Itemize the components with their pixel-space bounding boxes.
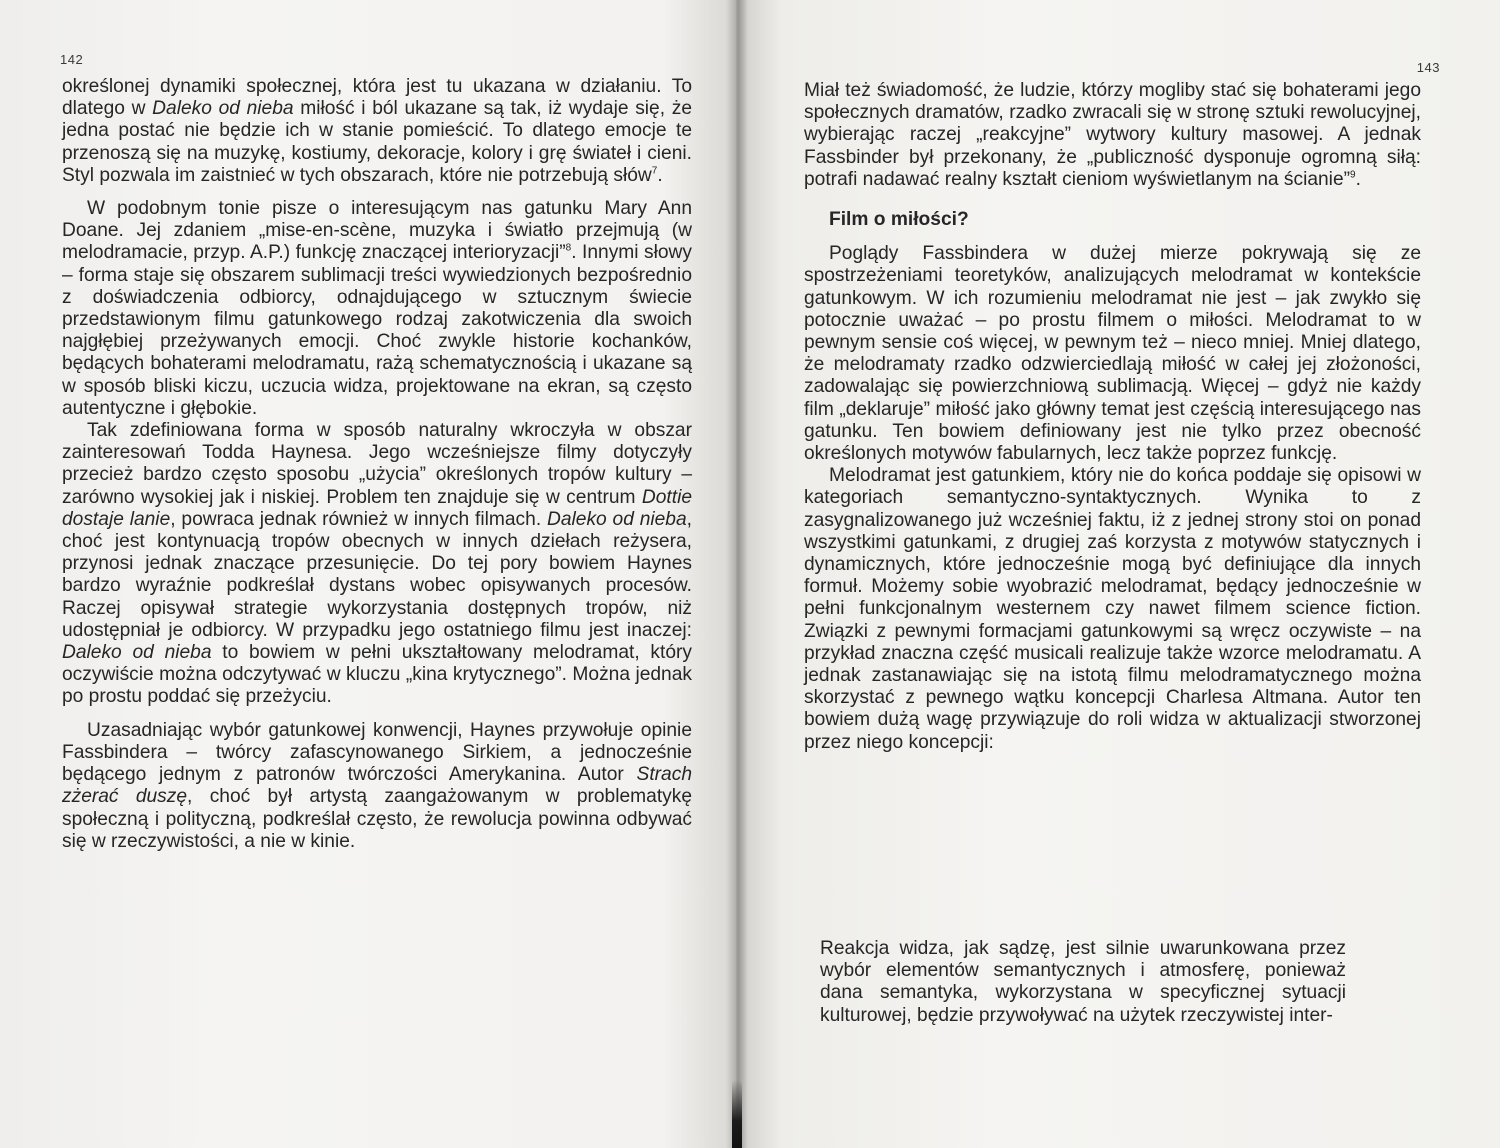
paragraph: Uzasadniając wybór gatunkowej konwencji, Haynes przywołuje opinie Fassbindera – twórcy zafascynowanego Sirkiem, a jednocześnie będącego jednym z patronów twórczości Amerykanina. Autor Strach zżerać duszę, choć był artystą zaangażowanym w problematykę społeczną i polityczną, podkreślał często, że rewolucja powinna odbywać się w rzeczywistości, a nie w kinie. xyxy=(62,719,693,852)
right-page-text xyxy=(804,80,1421,754)
paragraph: Miał też świadomość, że ludzie, którzy mogliby stać się bohaterami jego społecznych dramatów, rzadko zwracali się w stronę sztuki rewolucyjnej, wybierając raczej „reakcyjne” wytwory kultury masowej. A jednak Fassbinder był przekonany, że „publiczność dysponuje ogromną siłą: potrafi nadawać realny kształt cieniom wyświetlanym na ścianie”$^9$. xyxy=(804,80,1421,190)
section-heading: Film o miłości? xyxy=(829,209,969,231)
italic-title: Daleko od nieba xyxy=(546,508,687,530)
book-spine xyxy=(732,1080,742,1148)
paragraph: W podobnym tonie pisze o interesującym nas gatunku Mary Ann Doane. Jej zdaniem „mise-en-scène, muzyka i światło przejmują (w melodramacie, przyp. A.P.) funkcję znaczącej interioryzacji”$^8$. Innymi słowy – forma staje się obszarem sublimacji treści wywiedzionych bezpośrednio z doświadczenia odbiorcy, odnajdującego w sztucznym świecie przedstawionym filmu gatunkowego rodzaj zakotwiczenia dla swoich najgłębiej przeżywanych emocji. Choć zwykle historie kochanków, będących bohaterami melodramatu, rażą schematycznością i ukazane są w sposób bliski kiczu, uczucia widza, projektowane na ekran, są często autentyczne i głębokie. xyxy=(62,198,692,419)
footnote-ref: 9 xyxy=(1350,169,1356,181)
page-number-right: 143 xyxy=(1416,60,1440,75)
italic-title: Dottie dostaje lanie xyxy=(62,486,692,530)
paragraph: Tak zdefiniowana forma w sposób naturalny wkroczyła w obszar zainteresowań Todda Haynesa. Jego wcześniejsze filmy dotyczyły przecież bardzo często sposobu „użycia” określonych tropów kultury – zarówno wysokiej jak i niskiej. Problem ten znajduje się w centrum Dottie dostaje lanie, powraca jednak również w innych filmach. Daleko od nieba, choć jest kontynuacją tropów obecnych w innych dziełach reżysera, przynosi jednak znaczące przesunięcie. Do tej pory bowiem Haynes bardzo wyraźnie podkreślał dystans wobec opisywanych procesów. Raczej opisywał strategie wykorzystania dostępnych tropów, niż udostępniał je odbiorcy. W przypadku jego ostatniego filmu jest inaczej: Daleko od nieba to bowiem w pełni ukształtowany melodramat, który oczywiście można odczytywać w kluczu „kina krytycznego”. Można jednak po prostu poddać się przeżyciu. xyxy=(62,420,692,708)
page-number-left: 142 xyxy=(60,52,84,67)
italic-title: Daleko od nieba xyxy=(152,98,294,120)
block-quote xyxy=(820,938,1346,1027)
left-page xyxy=(0,0,736,1148)
paragraph: Melodramat jest gatunkiem, który nie do końca poddaje się opisowi w kategoriach semantyczno-syntaktycznych. Wynika to z zasygnalizowanego już wcześniej faktu, iż z jednej strony stoi on ponad wszystkimi gatunkami, z drugiej zaś korzysta z motywów statycznych i dynamicznych, które jednocześnie mogą być definiujące dla innych formuł. Możemy sobie wyobrazić melodramat, będący jednocześnie w pełni funkcjonalnym westernem czy nawet filmem science fiction. Związki z pewnymi formacjami gatunkowymi są wręcz oczywiste – na przykład znaczna część musicali realizuje także wzorce melodramatu. A jednak zastanawiając się na istotą filmu melodramatycznego można skorzystać z pewnego wątku koncepcji Charlesa Altmana. Autor ten bowiem dużą wagę przywiązuje do roli widza w aktualizacji stworzonej przez niego koncepcji: xyxy=(804,465,1421,753)
italic-title: Daleko od nieba xyxy=(62,642,212,664)
footnote-ref: 7 xyxy=(651,165,658,177)
book-gutter xyxy=(726,0,748,1148)
paragraph: Poglądy Fassbindera w dużej mierze pokrywają się ze spostrzeżeniami teoretyków, analizujących melodramat w kontekście gatunkowym. W ich rozumieniu melodramat nie jest – jak zwykło się potocznie uważać – po prostu filmem o miłości. Melodramat to w pewnym sensie coś więcej, w pewnym też – nieco mniej. Mniej dlatego, że melodramaty rzadko odzwierciedlają miłość w całej jej złożoności, zadowalając się powierzchniową sublimacją. Więcej – gdyż nie każdy film „deklaruje” miłość jako główny temat jest częścią interesującego nas gatunku. Ten bowiem definiowany jest nie tylko przez obecność określonych motywów fabularnych, lecz także poprzez funkcję. xyxy=(804,243,1421,465)
footnote-ref: 8 xyxy=(565,243,572,255)
paragraph: określonej dynamiki społecznej, która jest tu ukazana w działaniu. To dlatego w Daleko od nieba miłość i ból ukazane są tak, iż wydaje się, że jedna postać nie będzie ich w stanie pomieścić. To dlatego emocje te przenoszą się na muzykę, kostiumy, dekoracje, kolory i grę świateł i cieni. Styl pozwala im zaistnieć w tych obszarach, które nie potrzebują słów$^7$. xyxy=(62,76,692,186)
italic-title: Strach zżerać duszę xyxy=(62,764,692,808)
left-page-text xyxy=(62,76,692,853)
quote-text: Reakcja widza, jak sądzę, jest silnie uwarunkowana przez wybór elementów semantycznych i atmosferę, ponieważ dana semantyka, wykorzystana w specyficznej sytuacji kulturowej, będzie przywoływać na użytek rzeczywistej inter- xyxy=(820,938,1346,1026)
